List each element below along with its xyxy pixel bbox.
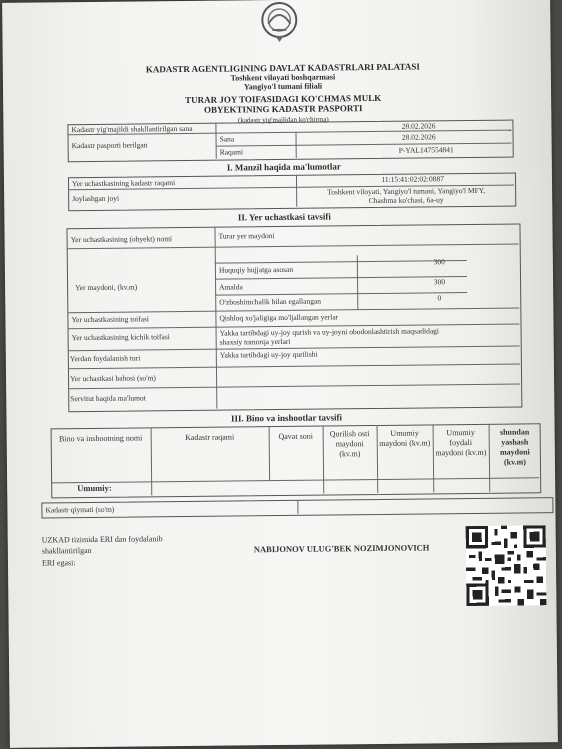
section-1-title: I. Manzil haqida ma'lumotlar bbox=[226, 161, 341, 173]
col-building-name: Bino va inshootning nomi bbox=[58, 433, 143, 444]
passport-issued-label: Kadastr pasporti berilgan bbox=[71, 140, 148, 151]
cadastral-value-label: Kadastr qiymati (so'm) bbox=[45, 504, 115, 515]
cad-formed-date-value: 28.02.2026 bbox=[401, 121, 436, 131]
agency-name: KADASTR AGENTLIGINING DAVLAT KADASTRLARI PALATASI bbox=[145, 61, 420, 75]
qr-code-icon bbox=[466, 525, 547, 606]
actual-area-label: Amalda bbox=[219, 282, 243, 292]
servitut-label: Servitut haqida ma'lumot bbox=[70, 393, 146, 404]
col-useful-area: Umumiy foydali maydoni (kv.m) bbox=[435, 427, 487, 458]
document-page bbox=[2, 0, 558, 748]
signature-note-line3: ERI egasi: bbox=[41, 558, 76, 568]
cadastral-number-value: 11:15:41:02:02:0887 bbox=[381, 174, 445, 184]
land-subcategory-value-line2: shaxsiy tomorqa yerlari bbox=[219, 336, 291, 347]
passport-number-value: P-YAL147554841 bbox=[398, 145, 454, 155]
land-subcategory-label: Yer uchastkasining kichik toifasi bbox=[71, 332, 170, 343]
issue-date-value: 28.02.2026 bbox=[401, 132, 436, 142]
location-value-line2: Chashma ko'chasi, 6a-uy bbox=[368, 195, 444, 206]
col-floors: Qavat soni bbox=[278, 431, 313, 442]
land-use-label: Yerdan foydalanish turi bbox=[69, 353, 141, 364]
doc-title-line2: OBYEKTINING KADASTR PASPORTI bbox=[203, 103, 363, 115]
col-total-area: Umumiy maydoni (kv.m) bbox=[379, 428, 431, 448]
col-living-area: shundan yashash maydoni (kv.m) bbox=[499, 427, 530, 467]
actual-area-value: 300 bbox=[433, 277, 446, 287]
doc-title-line1: TURAR JOY TOIFASIDAGI KO'CHMAS MULK bbox=[184, 92, 382, 105]
passport-number-label: Raqami bbox=[219, 147, 244, 157]
col-footprint-area: Qurilish osti maydoni (kv.m) bbox=[329, 429, 370, 459]
cadastral-number-label: Yer uchastkasining kadastr raqami bbox=[71, 178, 176, 189]
region-office: Toshkent viloyati boshqarmasi bbox=[230, 72, 336, 83]
section-2-title: II. Yer uchastkasi tavsifi bbox=[237, 211, 331, 223]
signer-name: NABIJONOV ULUG'BEK NOZIMJONOVICH bbox=[253, 542, 430, 555]
section-3-title: III. Bino va inshootlar tavsifi bbox=[230, 412, 343, 424]
location-value-line1: Toshkent viloyati, Yangiyo'l tumani, Yangiyo'l MFY, bbox=[327, 185, 486, 197]
state-emblem-icon bbox=[254, 0, 304, 46]
district-office: Yangiyo'l tumani filiali bbox=[243, 81, 323, 92]
buildings-total-label: Umumiy: bbox=[77, 482, 112, 494]
land-category-value: Qishloq xo'jaligiga mo'ljallangan yerlar bbox=[219, 312, 339, 323]
col-cadastral-number: Kadastr raqami bbox=[185, 432, 235, 442]
legal-area-value: 300 bbox=[433, 257, 445, 267]
land-price-label: Yer uchastkasi bahosi (so'm) bbox=[70, 373, 156, 384]
doc-subtitle: (kadastr yig'majlidan ko'chirma) bbox=[237, 115, 329, 125]
issue-date-label: Sana bbox=[219, 134, 235, 144]
unauthorized-area-value: 0 bbox=[437, 293, 442, 303]
signature-note-line1: UZKAD tizimida ERI dan foydalanib bbox=[41, 534, 163, 545]
land-use-value: Yakka tartibdagi uy-joy qurilishi bbox=[219, 349, 318, 360]
location-label: Joylashgan joyi bbox=[72, 193, 120, 204]
legal-area-label: Huquqiy hujjatga asosan bbox=[218, 264, 294, 275]
land-category-label: Yer uchastkasining toifasi bbox=[71, 314, 150, 325]
unauthorized-area-label: O'zboshimchalik bilan egallangan bbox=[219, 296, 322, 307]
signature-note-line2: shakllantirilgan bbox=[41, 545, 92, 556]
object-name-label: Yer uchastkasining (obyekt) nomi bbox=[70, 234, 173, 245]
land-subcategory-value-line1: Yakka tartibdagi uy-joy qurish va uy-joyni obodonlashtirish maqsadidagi bbox=[219, 326, 440, 338]
object-name-value: Turar yer maydoni bbox=[218, 231, 275, 241]
cad-formed-date-label: Kadastr yig'majildi shakllantirilgan sana bbox=[71, 123, 193, 135]
area-label: Yer maydoni, (kv.m) bbox=[75, 282, 138, 293]
